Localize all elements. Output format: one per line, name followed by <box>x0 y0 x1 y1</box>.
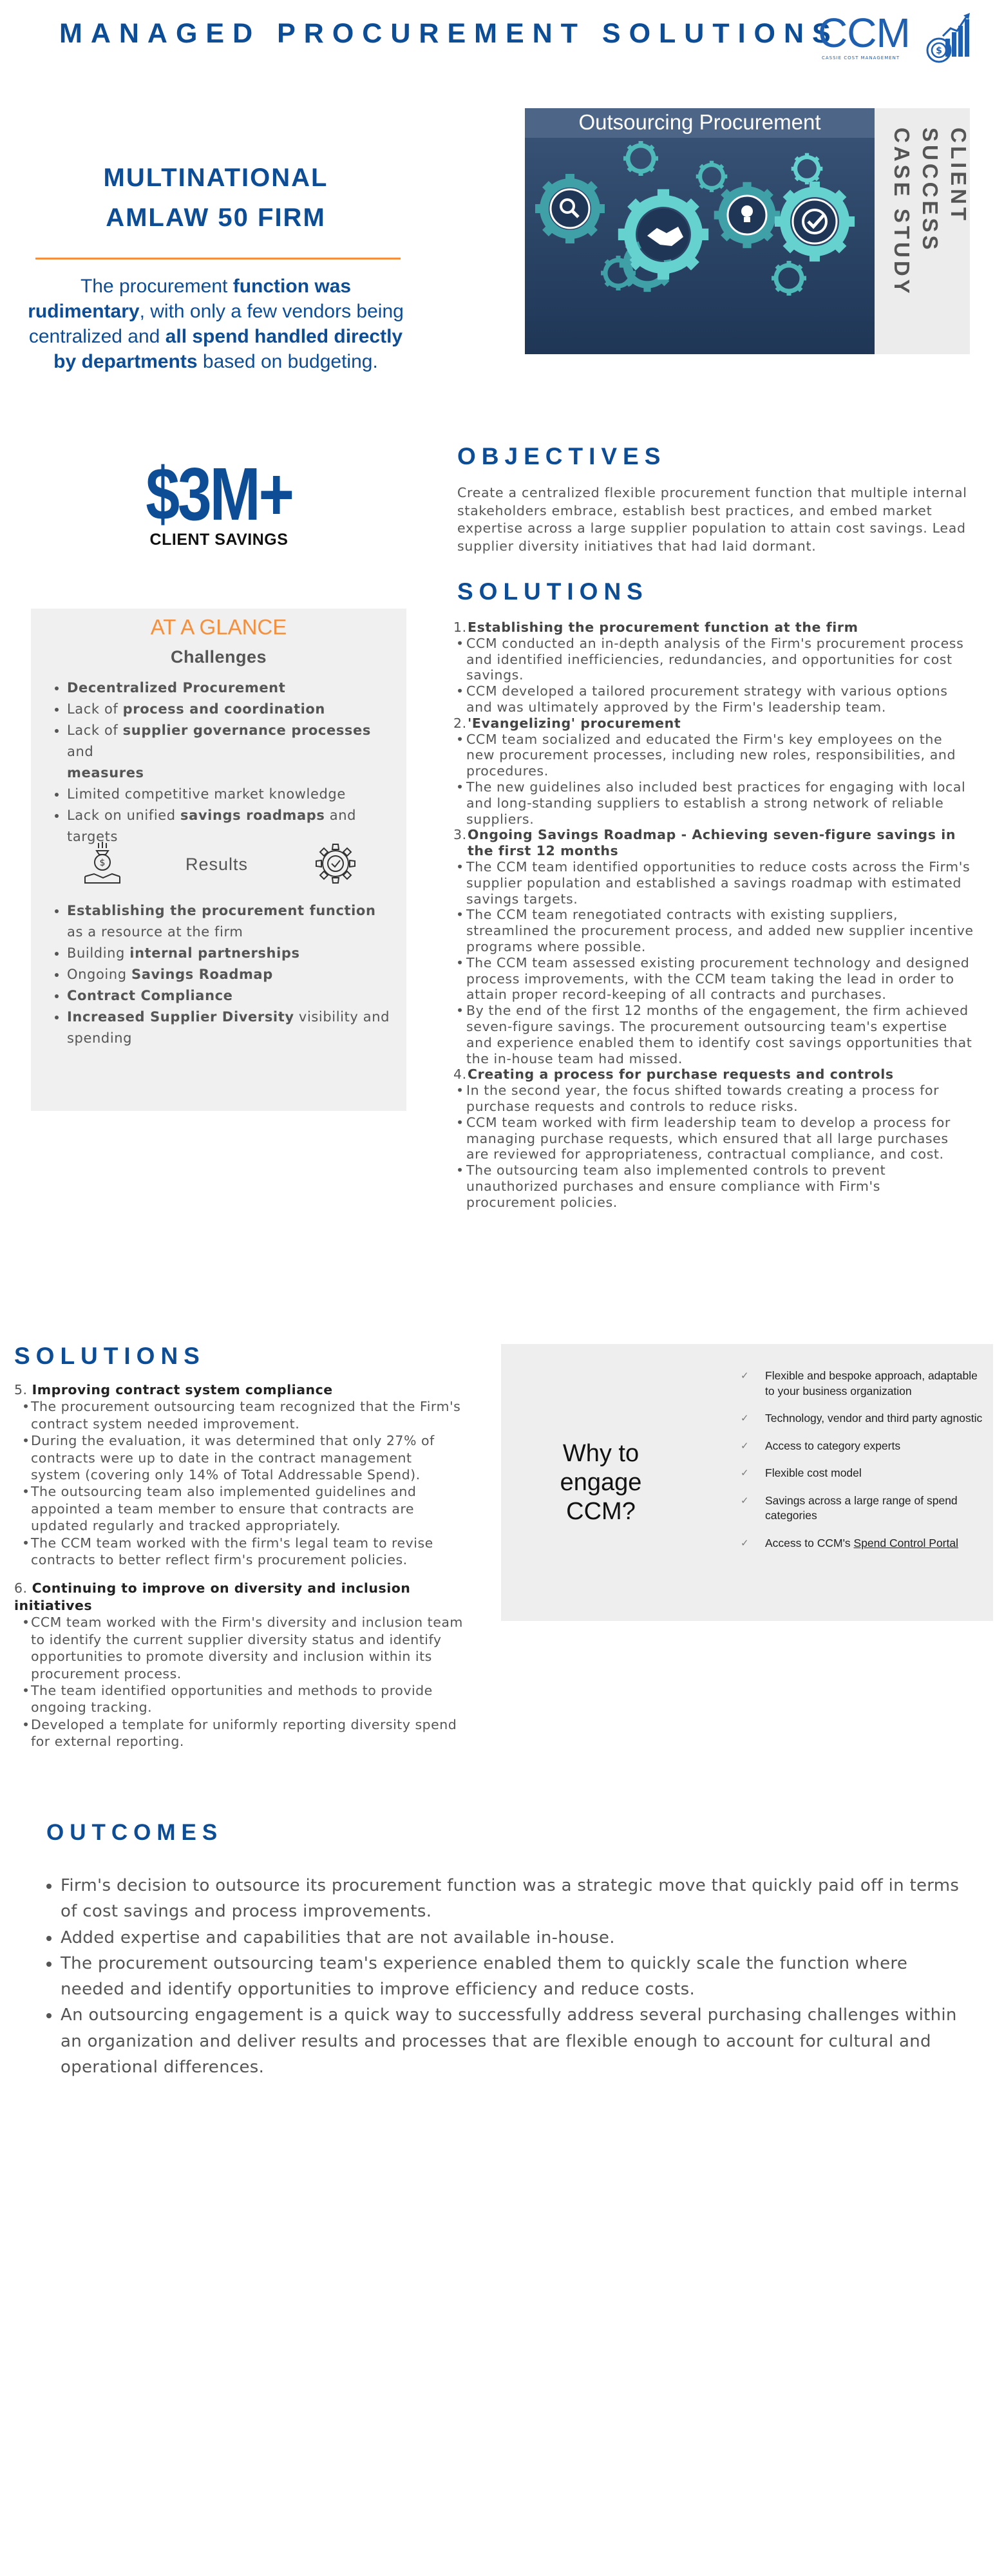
list-item: ✓ Flexible and bespoke approach, adaptable to your business organization <box>741 1369 978 1397</box>
list-item: • Developed a template for uniformly reporting diversity spend for external reporting. <box>24 1716 465 1750</box>
solution-step <box>453 715 974 732</box>
list-item: • Limited competitive market knowledge <box>67 784 395 805</box>
case-study-line2: CASE STUDY <box>890 128 914 297</box>
check-icon: ✓ <box>741 1413 749 1424</box>
step-number: 2. <box>453 715 467 731</box>
svg-text:$: $ <box>936 46 942 56</box>
challenges-title: Challenges <box>170 647 267 667</box>
list-item: • Added expertise and capabilities that are not available in-house. <box>61 1925 969 1951</box>
desc-text: The procurement <box>80 276 233 297</box>
list-item: • The new guidelines also included best practices for engaging with local and long-standing suppliers to establish a strong network of reliable suppliers. <box>459 779 974 827</box>
at-a-glance-panel <box>31 609 406 1111</box>
why-engage-panel <box>501 1344 993 1621</box>
step-bullets <box>459 636 974 715</box>
step-number: 4. <box>453 1066 467 1083</box>
list-item: • CCM team worked with firm leadership team to develop a process for managing purchase requests, which ensured that all large purchases are reviewed for appropriateness, contractual compliance, and cost. <box>459 1115 974 1162</box>
case-study-label-box <box>875 108 970 354</box>
results-list <box>67 900 395 1049</box>
list-item: • The CCM team assessed existing procurement technology and designed process improvements, with the CCM team taking the lead in order to attain proper record-keeping of all contracts and purchases. <box>459 955 974 1003</box>
desc-bold: all spend handled directly by departments <box>53 326 403 372</box>
list-item: • Increased Supplier Diversity visibility and spending <box>67 1007 395 1049</box>
list-item: • Decentralized Procurement <box>67 677 395 699</box>
desc-bold: function was rudimentary <box>28 276 352 322</box>
step-number: 1. <box>453 620 467 635</box>
check-icon: ✓ <box>741 1370 749 1381</box>
step-title: Continuing to improve on diversity and inclusion initiatives <box>14 1580 411 1613</box>
solutions-list <box>453 620 974 1210</box>
step-bullets <box>459 732 974 828</box>
savings-value: $3M+ <box>146 452 292 536</box>
step-bullets <box>459 859 974 1066</box>
list-item: ✓ Access to CCM's Spend Control Portal <box>741 1536 985 1551</box>
challenges-list <box>67 677 395 848</box>
page-title: MANAGED PROCUREMENT SOLUTIONS <box>59 18 839 49</box>
list-item: • In the second year, the focus shifted towards creating a process for purchase requests and controls to reduce risks. <box>459 1083 974 1115</box>
case-study-label <box>887 128 972 354</box>
list-item: • Building internal partnerships <box>67 943 395 964</box>
list-item: • Contract Compliance <box>67 985 395 1007</box>
list-item: • An outsourcing engagement is a quick way to successfully address several purchasing challenges within an organization and deliver results and processes that are flexible enough to account for cultural and operational differences. <box>61 2002 969 2080</box>
list-item: • CCM conducted an in-depth analysis of the Firm's procurement process and identified inefficiencies, redundancies, and opportunities for cost savings. <box>459 636 974 683</box>
image-title: Outsourcing Procurement <box>578 110 821 134</box>
solution-step <box>14 1580 465 1614</box>
orange-divider <box>35 258 401 260</box>
list-item: • The team identified opportunities and methods to provide ongoing tracking. <box>24 1682 465 1716</box>
solution-step <box>14 1381 465 1398</box>
list-item: • Firm's decision to outsource its procurement function was a strategic move that quickly paid off in terms of cost savings and process improvements. <box>61 1873 969 1925</box>
solution-step <box>453 620 974 636</box>
outsourcing-procurement-image <box>525 108 875 354</box>
list-item: • The CCM team identified opportunities to reduce costs across the Firm's supplier population and established a savings roadmap with estimated savings targets. <box>459 859 974 907</box>
objectives-heading: OBJECTIVES <box>457 443 667 469</box>
list-item: • Lack of supplier governance processes and measures <box>67 720 395 784</box>
list-item: • Establishing the procurement function as a resource at the firm <box>67 900 395 943</box>
list-item: • Lack on unified savings roadmaps and targets <box>67 805 395 848</box>
list-item: • The outsourcing team also implemented controls to prevent unauthorized purchases and ensure compliance with Firm's procurement policies. <box>459 1162 974 1210</box>
list-item: • During the evaluation, it was determined that only 27% of contracts were up to date in the contract management system (covering only 14% of Total Addressable Spend). <box>24 1432 465 1483</box>
step-number: 6. <box>14 1580 28 1596</box>
step-bullets <box>14 1614 465 1750</box>
solutions-list-2 <box>14 1381 465 1750</box>
check-icon: ✓ <box>741 1440 749 1452</box>
firm-description <box>26 274 406 374</box>
list-item: • Lack of process and coordination <box>67 699 395 720</box>
check-icon: ✓ <box>741 1495 749 1506</box>
why-engage-title: Why to engage CCM? <box>560 1440 642 1525</box>
step-title: 'Evangelizing' procurement <box>468 715 681 731</box>
money-bag-icon <box>81 840 124 886</box>
logo-text: CCM <box>818 10 910 56</box>
solution-step <box>453 1066 974 1083</box>
logo-tagline: CASSIE COST MANAGEMENT <box>822 55 900 61</box>
check-icon: ✓ <box>741 1537 749 1549</box>
outcomes-heading: OUTCOMES <box>46 1820 223 1845</box>
list-item: • The procurement outsourcing team recognized that the Firm's contract system needed improvement. <box>24 1398 465 1432</box>
gear-check-icon <box>314 842 357 886</box>
list-item: • The CCM team renegotiated contracts with existing suppliers, streamlined the procurement process, and added new supplier incentive programs where possible. <box>459 907 974 954</box>
firm-name-line1: MULTINATIONAL <box>103 164 328 192</box>
step-title: Improving contract system compliance <box>32 1382 333 1397</box>
firm-name-line2: AMLAW 50 FIRM <box>106 204 326 232</box>
objectives-text: Create a centralized flexible procurement function that multiple internal stakeholders embrace, establish best practices, and embed market expertise across a large supplier population to attain cost savings. Lead supplier diversity initiatives that had laid dormant. <box>457 485 967 554</box>
results-title: Results <box>185 855 249 874</box>
check-icon: ✓ <box>741 1468 749 1479</box>
list-item: • By the end of the first 12 months of the engagement, the firm achieved seven-figure savings. The procurement outsourcing team's expertise and experience enabled them to identify cost savings opportunities that the in-house team had missed. <box>459 1003 974 1066</box>
step-number: 3. <box>453 827 467 843</box>
outcomes-list <box>61 1873 969 2080</box>
why-engage-list <box>741 1368 985 1563</box>
list-item: • CCM team socialized and educated the Firm's key employees on the new procurement processes, including new roles, responsibilities, and procedures. <box>459 732 974 779</box>
list-item: • The outsourcing team also implemented guidelines and appointed a team member to ensure that contracts are updated regularly and tracked appropriately. <box>24 1483 465 1534</box>
list-item: • Ongoing Savings Roadmap <box>67 964 395 985</box>
ccm-logo[interactable] <box>818 9 972 67</box>
glance-title: AT A GLANCE <box>150 615 287 639</box>
step-title: Creating a process for purchase requests and controls <box>468 1066 894 1083</box>
solutions-heading: SOLUTIONS <box>457 578 649 605</box>
list-item: ✓ Access to category experts <box>741 1439 985 1454</box>
desc-text: based on budgeting. <box>197 351 378 372</box>
step-bullets <box>14 1398 465 1568</box>
step-title: Establishing the procurement function at the firm <box>468 620 858 635</box>
svg-text:$: $ <box>99 858 106 868</box>
list-item: ✓ Flexible cost model <box>741 1466 985 1481</box>
list-item: • CCM developed a tailored procurement strategy with various options and was ultimately approved by the Firm's leadership team. <box>459 683 974 715</box>
list-item: • The CCM team worked with the firm's legal team to revise contracts to better reflect firm's procurement policies. <box>24 1535 465 1569</box>
spend-control-portal-link[interactable]: Spend Control Portal <box>853 1536 958 1549</box>
list-item: • CCM team worked with the Firm's diversity and inclusion team to identify the current supplier diversity status and identify opportunities to promote diversity and inclusion within its procurement process. <box>24 1614 465 1682</box>
client-firm-name <box>26 158 406 238</box>
step-title: Ongoing Savings Roadmap - Achieving seven-figure savings in the first 12 months <box>468 827 956 859</box>
list-item: ✓ Technology, vendor and third party agnostic <box>741 1411 985 1426</box>
bar-chart-logo-icon <box>926 13 971 66</box>
desc-text: , with only a few vendors being centralized and <box>28 301 404 347</box>
solutions-heading-2: SOLUTIONS <box>14 1343 205 1369</box>
list-item: ✓ Savings across a large range of spend categories <box>741 1493 958 1522</box>
solution-step <box>453 827 974 859</box>
case-study-line1: CLIENT SUCCESS <box>918 128 971 253</box>
step-bullets <box>459 1083 974 1210</box>
savings-label: CLIENT SAVINGS <box>149 531 289 549</box>
list-item: • The procurement outsourcing team's experience enabled them to quickly scale the function where needed and identify opportunities to improve efficiency and reduce costs. <box>61 1951 969 2003</box>
gears-illustration <box>525 138 875 354</box>
step-number: 5. <box>14 1382 28 1397</box>
